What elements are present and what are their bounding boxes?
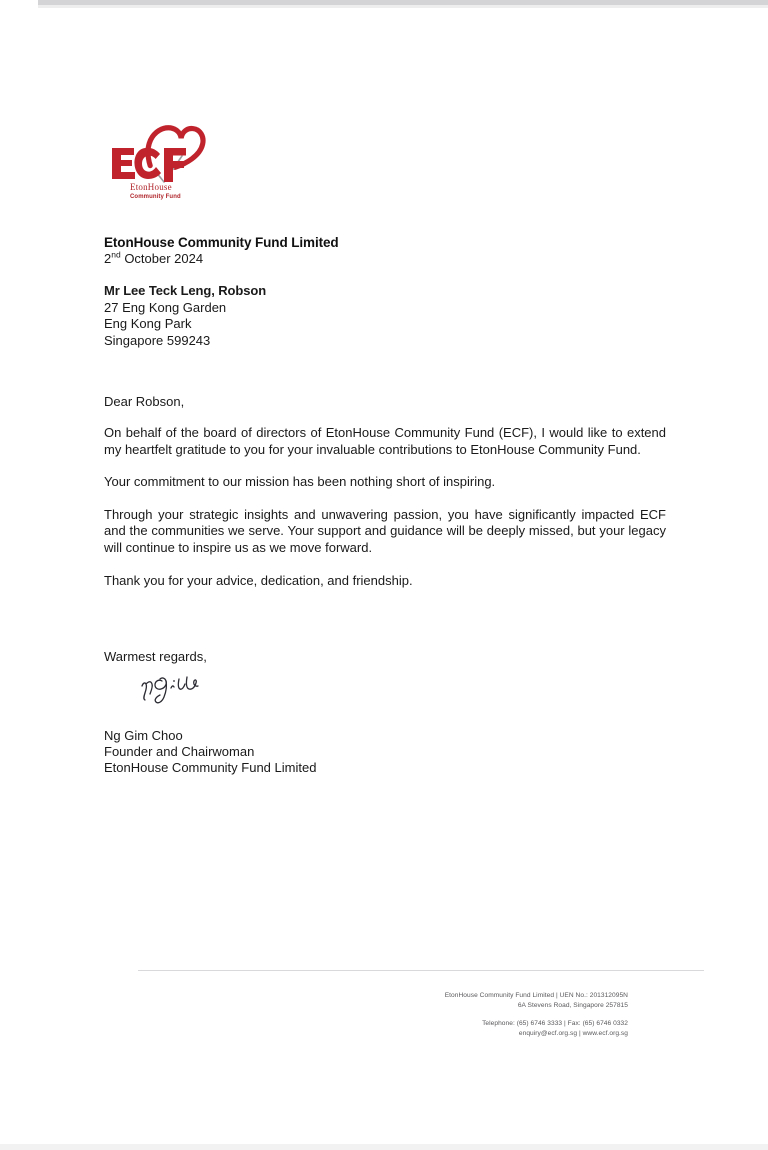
svg-text:EtonHouse: EtonHouse <box>130 182 172 192</box>
recipient-name: Mr Lee Teck Leng, Robson <box>104 283 267 298</box>
letter-paragraph-3: Through your strategic insights and unwavering passion, you have significantly impacted ECF and the communities we serve. Your support and guidance will be deeply missed, but your legacy will continue to inspire us as we move forward. <box>104 506 666 555</box>
footer-divider <box>138 970 704 971</box>
footer-email-website: enquiry@ecf.org.sg | www.ecf.org.sg <box>518 1029 628 1037</box>
letter-salutation: Dear Robson, <box>104 394 185 409</box>
letterhead-company-name: EtonHouse Community Fund Limited <box>104 235 339 250</box>
letter-paragraph-2: Your commitment to our mission has been nothing short of inspiring. <box>104 474 496 490</box>
signer-organisation: EtonHouse Community Fund Limited <box>104 760 317 776</box>
handwritten-signature-icon <box>138 672 238 708</box>
letter-body <box>104 425 666 589</box>
signer-name: Ng Gim Choo <box>104 728 183 743</box>
signature-block <box>104 728 316 777</box>
date-month-year: October 2024 <box>120 251 204 266</box>
letter-page <box>38 8 730 1143</box>
svg-text:Community Fund: Community Fund <box>130 194 181 200</box>
letter-paragraph-1: On behalf of the board of directors of EtonHouse Community Fund (ECF), I would like to extend my heartfelt gratitude to you for your invaluable contributions to EtonHouse Community Fund. <box>104 425 666 457</box>
recipient-address-line-1: 27 Eng Kong Garden <box>104 299 227 315</box>
footer-company-uen: EtonHouse Community Fund Limited | UEN No.: 201312095N <box>444 992 628 999</box>
ecf-logo <box>104 120 224 205</box>
recipient-address-block <box>104 283 266 349</box>
footer-telephone-fax: Telephone: (65) 6746 3333 | Fax: (65) 6746 0332 <box>482 1020 628 1027</box>
footer-address <box>445 991 628 1010</box>
recipient-address-line-3: Singapore 599243 <box>104 332 211 348</box>
date-day: 2 <box>104 251 112 266</box>
letter-closing: Warmest regards, <box>104 649 207 664</box>
viewer-bottom-edge <box>0 1144 768 1150</box>
letter-date <box>104 251 203 266</box>
signer-title: Founder and Chairwoman <box>104 744 255 760</box>
date-ordinal-suffix: nd <box>111 249 121 260</box>
recipient-address-line-2: Eng Kong Park <box>104 316 192 332</box>
footer-street-address: 6A Stevens Road, Singapore 257815 <box>517 1001 628 1009</box>
footer-contact <box>482 1019 628 1038</box>
letter-paragraph-4: Thank you for your advice, dedication, and friendship. <box>104 572 413 588</box>
